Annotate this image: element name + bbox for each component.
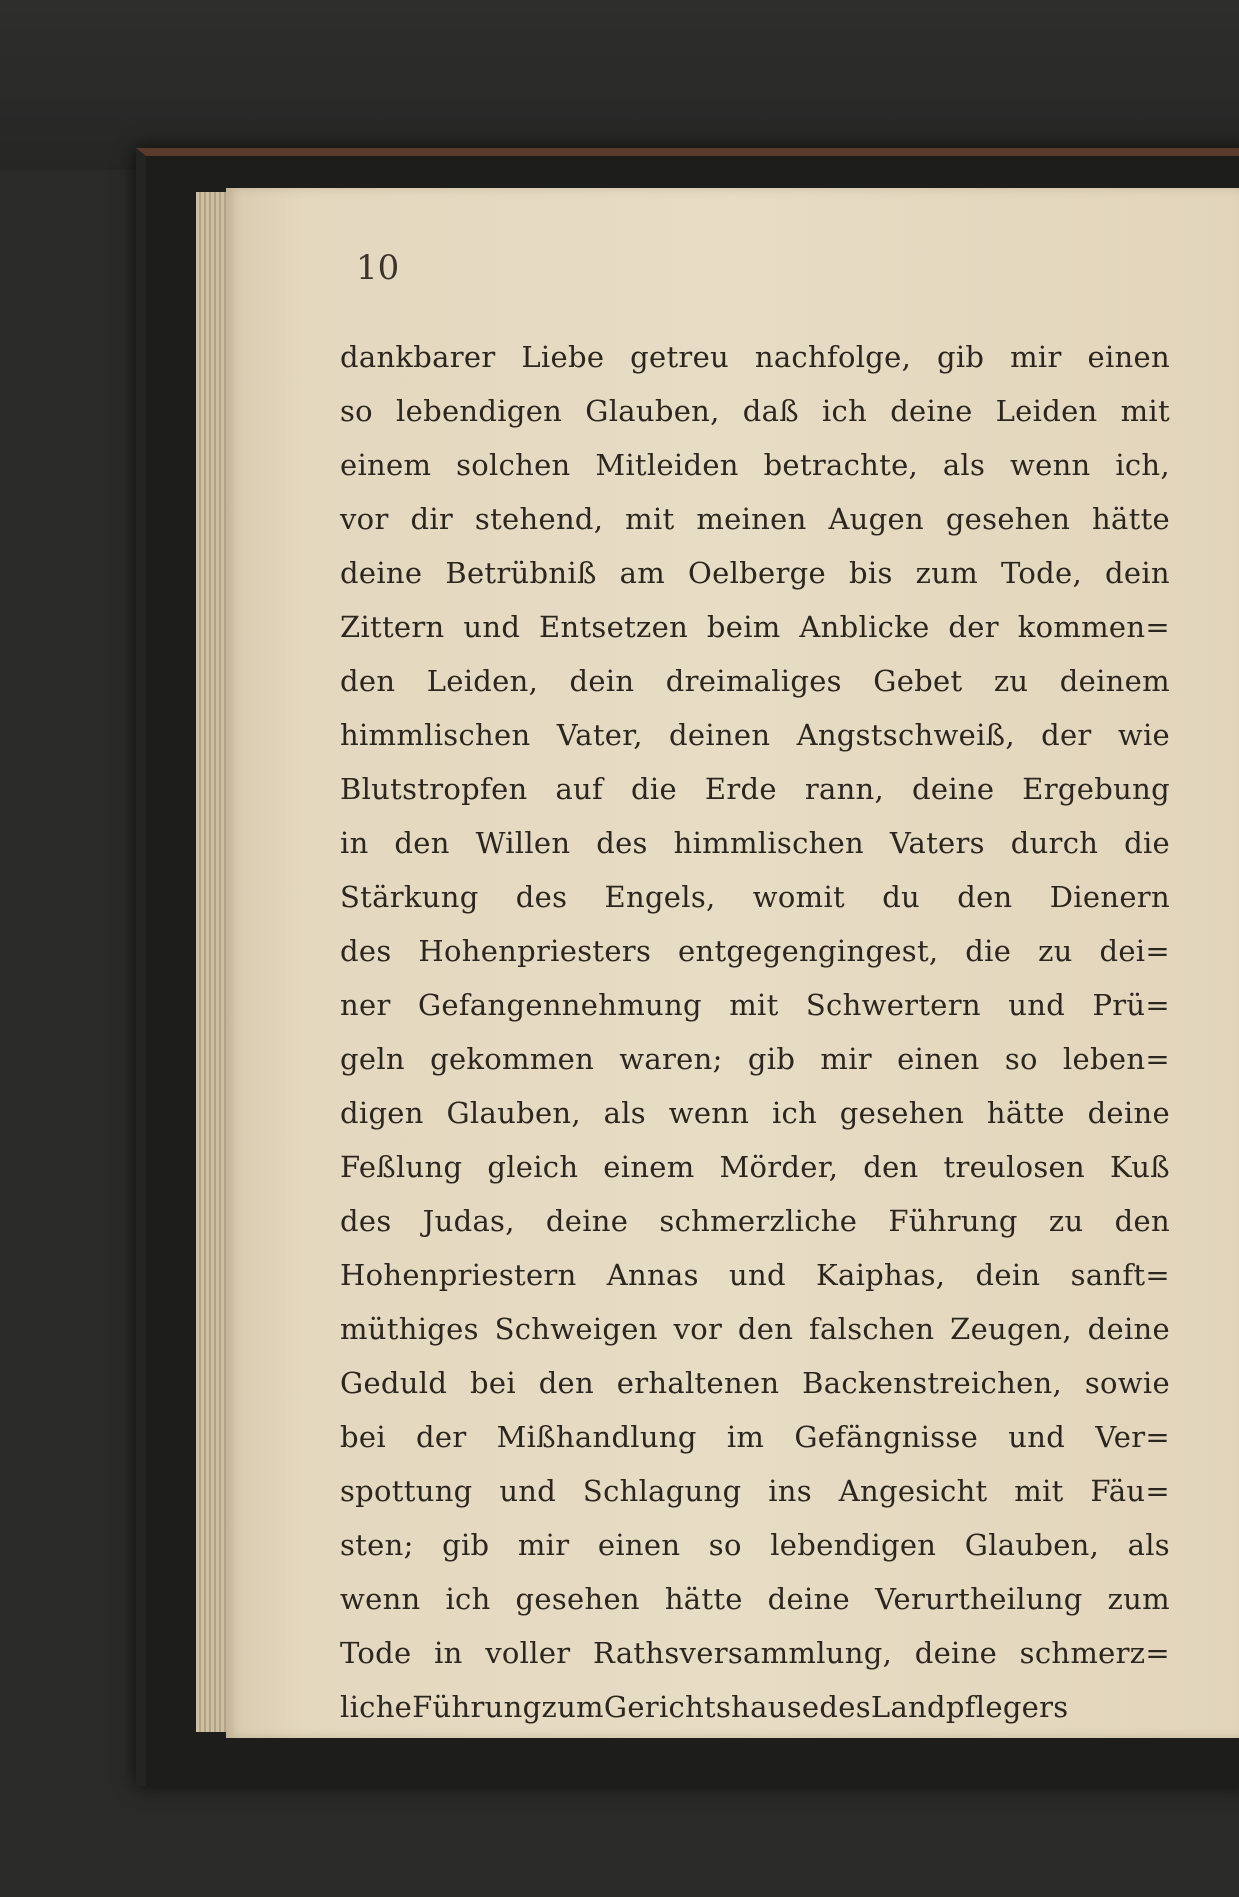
- word: Rathsversammlung,: [593, 1636, 893, 1670]
- word: Erde: [704, 772, 777, 806]
- word: einem: [340, 448, 432, 482]
- word: ich: [821, 394, 868, 428]
- text-line: [340, 1032, 1170, 1086]
- word: mir: [517, 1528, 570, 1562]
- word: zu: [993, 664, 1029, 698]
- word: leben=: [1062, 1042, 1170, 1076]
- word: Schweigen: [494, 1312, 658, 1346]
- word: Betrübniß: [445, 556, 597, 590]
- word: hätte: [986, 1096, 1065, 1130]
- word: dreimaliges: [665, 664, 842, 698]
- word: Gefangennehmung: [417, 988, 702, 1022]
- word: Augen: [828, 502, 924, 536]
- word: ich,: [1115, 448, 1170, 482]
- text-line: [340, 1410, 1170, 1464]
- word: gib: [936, 340, 985, 374]
- word: Leiden: [995, 394, 1098, 428]
- word: Annas: [606, 1258, 699, 1292]
- text-line: [340, 1086, 1170, 1140]
- text-line: [340, 1356, 1170, 1410]
- word: dir: [410, 502, 454, 536]
- word: wie: [1117, 718, 1170, 752]
- word: Geduld: [340, 1366, 448, 1400]
- background-surface: [0, 0, 1239, 170]
- word: beim: [706, 610, 781, 644]
- word: ich: [771, 1096, 818, 1130]
- word: so: [708, 1528, 742, 1562]
- word: in: [434, 1636, 463, 1670]
- word: ins: [768, 1474, 812, 1508]
- word: des: [515, 880, 568, 914]
- text-line: [340, 1626, 1170, 1680]
- word: digen: [340, 1096, 424, 1130]
- word: deine: [767, 1582, 851, 1616]
- word: Ver=: [1095, 1420, 1170, 1454]
- word: Glauben,: [446, 1096, 581, 1130]
- text-line: [340, 1140, 1170, 1194]
- text-line: [340, 924, 1170, 978]
- word: Verurtheilung: [874, 1582, 1083, 1616]
- word: sowie: [1084, 1366, 1170, 1400]
- word: sten;: [340, 1528, 414, 1562]
- word: vor: [673, 1312, 723, 1346]
- word: womit: [752, 880, 845, 914]
- word: mit: [1120, 394, 1170, 428]
- word: nachfolge,: [754, 340, 912, 374]
- word: Angesicht: [838, 1474, 988, 1508]
- word: hätte: [1092, 502, 1170, 536]
- text-line: [340, 438, 1170, 492]
- word: einen: [597, 1528, 681, 1562]
- word: in: [340, 826, 369, 860]
- word: ich: [445, 1582, 491, 1616]
- word: getreu: [630, 340, 730, 374]
- word: stehend,: [474, 502, 604, 536]
- word: Schlagung: [582, 1474, 742, 1508]
- word: zu: [1038, 934, 1073, 968]
- word: Führung: [888, 1204, 1018, 1238]
- word: so: [340, 394, 373, 428]
- word: bei: [470, 1366, 516, 1400]
- word: lebendigen: [770, 1528, 937, 1562]
- text-line: [340, 654, 1170, 708]
- word: Glauben,: [964, 1528, 1100, 1562]
- word: entgegengingest,: [678, 934, 939, 968]
- word: Dienern: [1049, 880, 1170, 914]
- text-line: [340, 1302, 1170, 1356]
- word: spottung: [340, 1474, 473, 1508]
- word: den: [863, 1150, 919, 1184]
- word: geln: [340, 1042, 405, 1076]
- word: Entsetzen: [539, 610, 689, 644]
- word: Schwertern: [805, 988, 981, 1022]
- word: den: [957, 880, 1013, 914]
- word: und: [463, 610, 521, 644]
- word: vor: [340, 502, 389, 536]
- word: und: [729, 1258, 786, 1292]
- word: auf: [555, 772, 604, 806]
- word: Tode,: [1001, 556, 1083, 590]
- word: liche: [340, 1690, 413, 1724]
- word: den: [1114, 1204, 1170, 1238]
- word: den: [538, 1366, 594, 1400]
- word: dankbarer: [340, 340, 496, 374]
- text-line: [340, 330, 1170, 384]
- word: gesehen: [515, 1582, 640, 1616]
- page-number: 10: [356, 248, 400, 288]
- word: den: [737, 1312, 794, 1346]
- word: Leiden,: [426, 664, 539, 698]
- word: deine: [912, 772, 995, 806]
- word: des: [340, 1204, 392, 1238]
- word: die: [631, 772, 677, 806]
- word: deine: [1087, 1312, 1170, 1346]
- word: lebendigen: [396, 394, 563, 428]
- word: zum: [915, 556, 978, 590]
- word: einen: [897, 1042, 980, 1076]
- word: Glauben,: [585, 394, 720, 428]
- word: waren;: [619, 1042, 723, 1076]
- text-line: [340, 384, 1170, 438]
- word: gekommen: [430, 1042, 595, 1076]
- text-line: [340, 870, 1170, 924]
- word: Backenstreichen,: [802, 1366, 1063, 1400]
- word: so: [1004, 1042, 1038, 1076]
- word: deinem: [1059, 664, 1170, 698]
- word: daß: [742, 394, 799, 428]
- word: Tode: [340, 1636, 412, 1670]
- word: Blutstropfen: [340, 772, 528, 806]
- word: deine: [914, 1636, 998, 1670]
- word: Anblicke: [799, 610, 930, 644]
- word: deinen: [669, 718, 771, 752]
- word: den: [340, 664, 396, 698]
- text-line: [340, 492, 1170, 546]
- word: rann,: [804, 772, 885, 806]
- word: der: [416, 1420, 467, 1454]
- word: die: [1124, 826, 1170, 860]
- word: Kaiphas,: [816, 1258, 946, 1292]
- word: des: [819, 1690, 871, 1724]
- word: Landpflegers: [870, 1690, 1069, 1724]
- word: Prü=: [1092, 988, 1170, 1022]
- word: einem: [603, 1150, 695, 1184]
- word: gib: [747, 1042, 796, 1076]
- word: deine: [890, 394, 973, 428]
- word: Zittern: [340, 610, 445, 644]
- word: treulosen: [943, 1150, 1085, 1184]
- word: wenn: [668, 1096, 750, 1130]
- word: betrachte,: [763, 448, 919, 482]
- word: deine: [545, 1204, 629, 1238]
- word: deine: [1087, 1096, 1170, 1130]
- word: dein: [1105, 556, 1170, 590]
- word: gesehen: [945, 502, 1071, 536]
- word: Oelberge: [688, 556, 826, 590]
- word: falschen: [809, 1312, 935, 1346]
- word: himmlischen: [673, 826, 865, 860]
- word: Gerichtshause: [603, 1690, 820, 1724]
- word: Fäu=: [1090, 1474, 1170, 1508]
- word: Führung: [412, 1690, 542, 1724]
- word: müthiges: [340, 1312, 479, 1346]
- word: Hohenpriesters: [418, 934, 652, 968]
- word: mir: [1010, 340, 1062, 374]
- word: Stärkung: [340, 880, 479, 914]
- word: Ergebung: [1022, 772, 1170, 806]
- word: der: [1041, 718, 1092, 752]
- word: Mitleiden: [595, 448, 739, 482]
- text-line: [340, 708, 1170, 762]
- word: Vaters: [889, 826, 985, 860]
- word: Kuß: [1109, 1150, 1170, 1184]
- word: wenn: [340, 1582, 421, 1616]
- word: bis: [849, 556, 893, 590]
- word: mit: [625, 502, 675, 536]
- word: voller: [485, 1636, 571, 1670]
- word: kommen=: [1017, 610, 1170, 644]
- word: des: [340, 934, 392, 968]
- word: als: [942, 448, 986, 482]
- word: Engels,: [604, 880, 716, 914]
- text-line: [340, 978, 1170, 1032]
- word: schmerzliche: [659, 1204, 858, 1238]
- word: mir: [820, 1042, 872, 1076]
- text-line: [340, 1248, 1170, 1302]
- word: Gebet: [873, 664, 963, 698]
- word: deine: [340, 556, 423, 590]
- text-line: [340, 1680, 1170, 1734]
- word: gesehen: [839, 1096, 965, 1130]
- word: als: [603, 1096, 646, 1130]
- word: Angstschweiß,: [796, 718, 1015, 752]
- word: dein: [975, 1258, 1041, 1292]
- word: zu: [1048, 1204, 1084, 1238]
- word: du: [882, 880, 921, 914]
- text-line: [340, 816, 1170, 870]
- word: die: [965, 934, 1012, 968]
- word: Gefängnisse: [794, 1420, 979, 1454]
- word: Mißhandlung: [496, 1420, 697, 1454]
- word: am: [619, 556, 666, 590]
- text-line: [340, 1518, 1170, 1572]
- word: des: [596, 826, 648, 860]
- word: dein: [569, 664, 635, 698]
- word: schmerz=: [1019, 1636, 1170, 1670]
- word: bei: [340, 1420, 386, 1454]
- word: Judas,: [422, 1204, 515, 1238]
- word: und: [499, 1474, 557, 1508]
- word: dei=: [1099, 934, 1170, 968]
- word: mit: [1014, 1474, 1064, 1508]
- word: ner: [340, 988, 391, 1022]
- word: Liebe: [521, 340, 605, 374]
- word: Vater,: [556, 718, 643, 752]
- text-line: [340, 1572, 1170, 1626]
- word: hätte: [664, 1582, 743, 1616]
- word: gleich: [487, 1150, 579, 1184]
- page-text: [340, 330, 1170, 1734]
- word: mit: [729, 988, 779, 1022]
- word: zum: [1107, 1582, 1170, 1616]
- text-line: [340, 1194, 1170, 1248]
- word: erhaltenen: [616, 1366, 780, 1400]
- word: himmlischen: [340, 718, 531, 752]
- word: den: [394, 826, 450, 860]
- text-line: [340, 546, 1170, 600]
- word: und: [1008, 1420, 1066, 1454]
- word: und: [1008, 988, 1066, 1022]
- text-line: [340, 600, 1170, 654]
- text-line: [340, 762, 1170, 816]
- word: sanft=: [1070, 1258, 1170, 1292]
- word: zum: [541, 1690, 604, 1724]
- word: wenn: [1009, 448, 1091, 482]
- word: im: [726, 1420, 765, 1454]
- word: solchen: [456, 448, 571, 482]
- word: als: [1127, 1528, 1170, 1562]
- word: durch: [1010, 826, 1099, 860]
- word: meinen: [696, 502, 807, 536]
- word: Feßlung: [340, 1150, 463, 1184]
- word: einen: [1087, 340, 1170, 374]
- word: der: [948, 610, 999, 644]
- word: Mörder,: [719, 1150, 839, 1184]
- word: Hohenpriestern: [340, 1258, 577, 1292]
- word: Willen: [475, 826, 571, 860]
- text-line: [340, 1464, 1170, 1518]
- word: gib: [442, 1528, 490, 1562]
- word: Zeugen,: [950, 1312, 1072, 1346]
